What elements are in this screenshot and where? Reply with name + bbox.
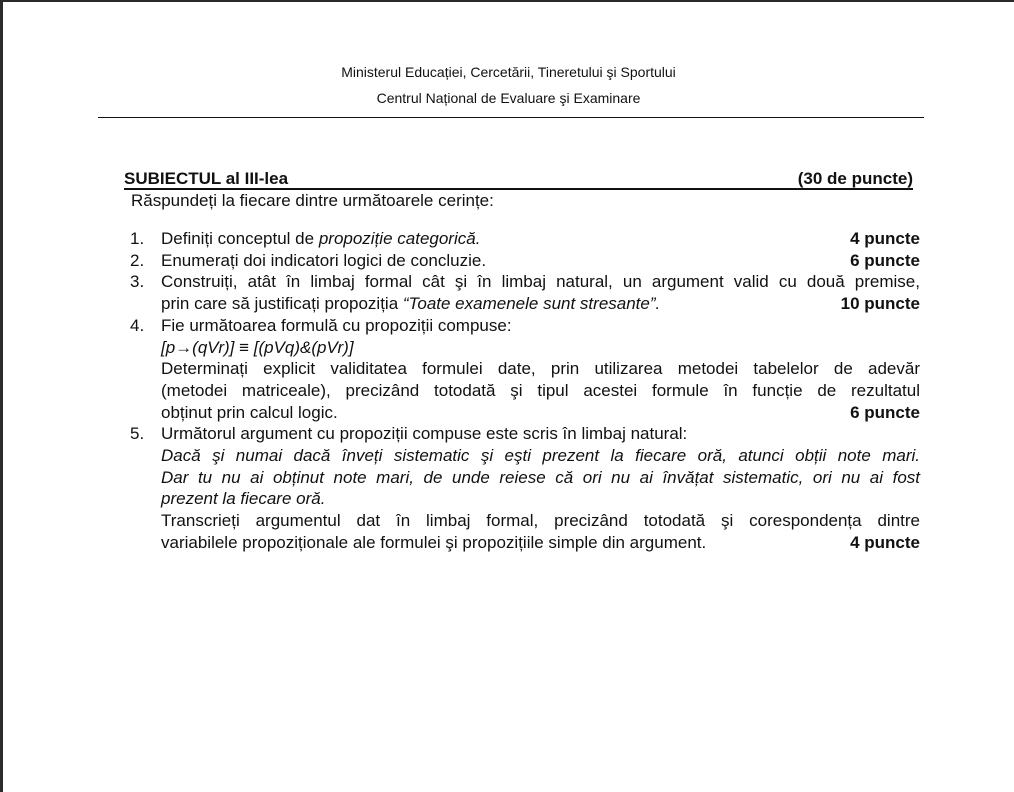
requirement-item-1: [128, 228, 920, 250]
header-divider: [98, 117, 924, 118]
item-text-regular: prin care să justificați propoziția: [161, 294, 403, 314]
item-points: 4 puncte: [850, 229, 920, 248]
item-argument-line-3: prezent la fiecare oră.: [161, 489, 326, 509]
item-points: 4 puncte: [850, 532, 920, 552]
center-header: Centrul Național de Evaluare şi Examinare: [376, 90, 641, 106]
document-page: [3, 2, 1014, 792]
subject-intro: Răspundeți la fiecare dintre următoarele cerințe:: [131, 191, 494, 210]
item-text-line-2: [161, 293, 920, 315]
item-number: 4.: [130, 315, 145, 335]
item-formula: [p→(qVr)] ≡ [(pVq)&(pVr)]: [161, 337, 354, 357]
item-points: 10 puncte: [840, 294, 920, 314]
requirement-item-4: [128, 315, 920, 424]
item-text: [161, 250, 920, 272]
item-quote: “Toate examenele sunt stresante”.: [402, 294, 661, 314]
item-text: [161, 228, 920, 250]
item-argument-line-2: Dar tu nu ai obținut note mari, de unde reiese că ori nu ai învățat sistematic, ori nu ai fost: [161, 467, 920, 487]
item-points: 6 puncte: [850, 250, 920, 270]
item-number: 5.: [130, 424, 145, 444]
item-number: 2.: [130, 250, 145, 270]
subject-points: (30 de puncte): [797, 169, 913, 188]
subject-heading: [124, 168, 913, 190]
item-text-regular: Enumerați doi indicatori logici de concluzie.: [161, 250, 487, 270]
item-number: 3.: [130, 272, 145, 292]
item-text-line-5: [161, 402, 920, 424]
requirements-list: [128, 228, 920, 554]
item-text-line-1: Fie următoarea formulă cu propoziții compuse:: [161, 315, 512, 335]
item-text-line-4: (metodei matriceale), precizând totodată şi tipul acestei formule în funcție de rezultatul: [161, 380, 920, 400]
item-text-line-3: Determinați explicit validitatea formulei date, prin utilizarea metodei tabelelor de adevăr: [161, 359, 920, 379]
subject-title: SUBIECTUL al III-lea: [124, 169, 289, 188]
requirement-item-3: [128, 271, 920, 314]
requirement-item-2: [128, 250, 920, 272]
requirement-item-5: [128, 423, 920, 553]
item-text-line-1: Următorul argument cu propoziții compuse este scris în limbaj natural:: [161, 424, 688, 444]
item-text-line-5: Transcrieți argumentul dat în limbaj formal, precizând totodată şi corespondența dintre: [161, 511, 920, 531]
item-text-regular: obținut prin calcul logic.: [161, 402, 338, 422]
item-text-regular: Definiți conceptul de: [161, 229, 319, 248]
item-number: 1.: [130, 229, 145, 248]
item-text-line-1: Construiți, atât în limbaj formal cât şi în limbaj natural, un argument valid cu două premise,: [161, 272, 920, 292]
ministry-header: Ministerul Educației, Cercetării, Tineretului şi Sportului: [341, 64, 676, 80]
item-text-italic: propoziție categorică.: [318, 229, 481, 248]
item-argument-line-1: Dacă şi numai dacă înveți sistematic şi eşti prezent la fiecare oră, atunci obții note mari.: [161, 446, 920, 466]
item-text-line-6: [161, 532, 920, 554]
item-text-regular: variabilele propoziționale ale formulei şi propozițiile simple din argument.: [161, 532, 707, 552]
item-points: 6 puncte: [850, 402, 920, 422]
